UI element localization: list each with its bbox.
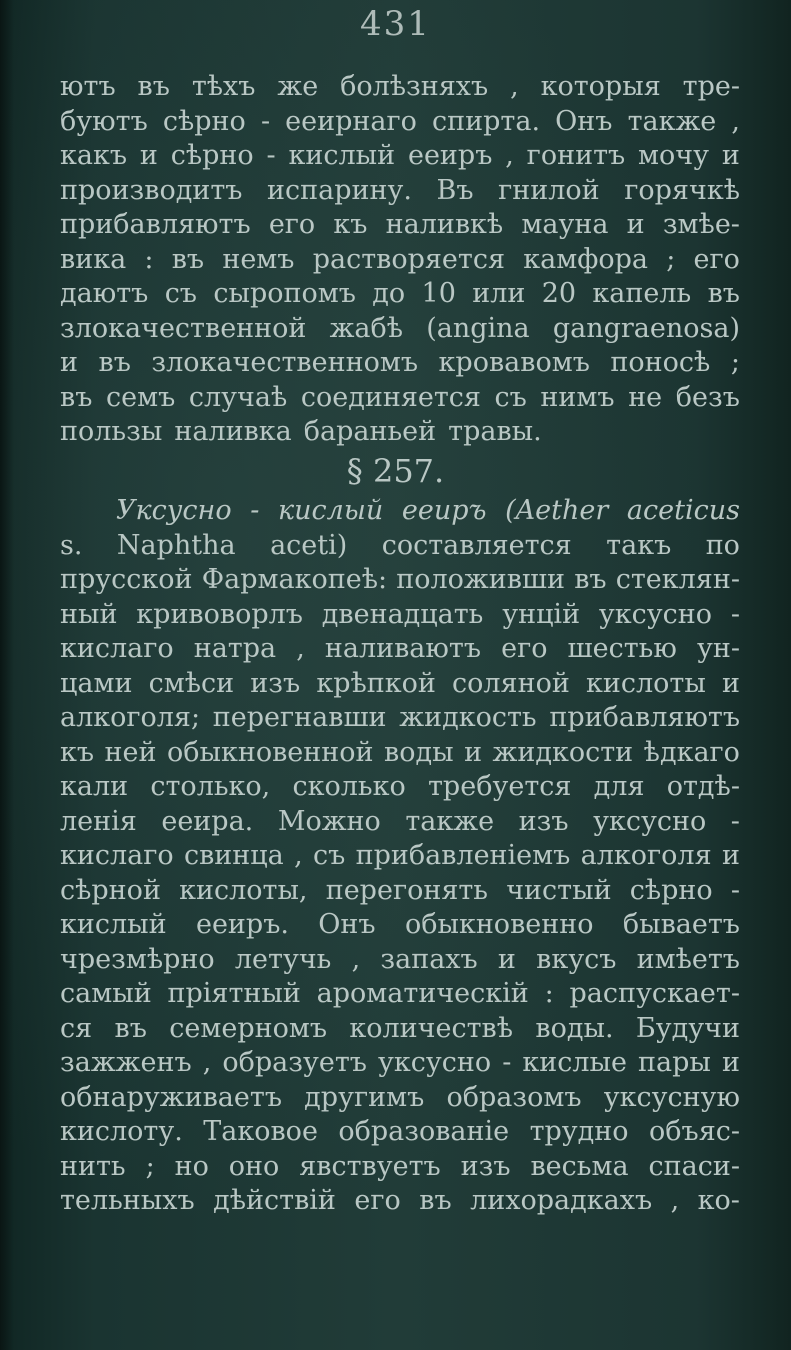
word: , bbox=[510, 71, 519, 102]
word: мауна bbox=[521, 209, 609, 240]
word: кислоты, bbox=[179, 874, 308, 906]
word: растворяется bbox=[312, 243, 505, 275]
word: соляной bbox=[452, 667, 570, 699]
word: также bbox=[405, 805, 495, 837]
text-line bbox=[60, 770, 740, 805]
word: въ bbox=[574, 564, 607, 595]
word: къ bbox=[60, 736, 95, 768]
word: ютъ bbox=[60, 71, 116, 102]
word: производитъ bbox=[60, 174, 243, 206]
word: по bbox=[705, 529, 740, 561]
word: прусской bbox=[60, 564, 193, 595]
text-line bbox=[60, 977, 740, 1012]
word: его bbox=[354, 1185, 401, 1216]
word: какъ bbox=[60, 140, 128, 171]
word: ѣдкаго bbox=[643, 736, 740, 768]
word: сѣрно bbox=[170, 140, 254, 171]
text-line bbox=[60, 908, 740, 943]
text-line bbox=[60, 70, 740, 105]
word: жабѣ bbox=[329, 312, 404, 344]
word: изъ bbox=[250, 667, 301, 699]
word: кислый bbox=[60, 909, 167, 940]
word: тре- bbox=[682, 71, 740, 102]
text-line bbox=[60, 563, 740, 598]
word: жидкости bbox=[492, 736, 634, 768]
word: соединяется bbox=[300, 381, 481, 413]
word: оно bbox=[228, 1150, 280, 1182]
word: чрезмѣрно bbox=[60, 943, 215, 975]
text-line bbox=[60, 312, 740, 347]
word: въ bbox=[114, 1012, 147, 1044]
word: , bbox=[731, 105, 740, 137]
word: злокачественной bbox=[60, 312, 307, 344]
word: бараньей bbox=[303, 416, 437, 447]
word: и bbox=[139, 140, 158, 171]
word: тѣхъ bbox=[191, 71, 256, 102]
word: гнилой bbox=[498, 174, 600, 206]
word: крѣпкой bbox=[316, 667, 436, 699]
word: въ bbox=[419, 1185, 452, 1216]
word: для bbox=[593, 771, 645, 802]
text-line bbox=[60, 174, 740, 209]
word: вика bbox=[60, 243, 127, 275]
word: кислый bbox=[278, 495, 384, 526]
word: случаѣ bbox=[188, 381, 288, 413]
word: имѣетъ bbox=[636, 943, 740, 975]
word: кривоворлъ bbox=[136, 598, 303, 630]
word: s. bbox=[60, 529, 83, 561]
word: : bbox=[544, 978, 554, 1009]
word: тельныхъ bbox=[60, 1185, 195, 1216]
word: семерномъ bbox=[169, 1012, 328, 1044]
word: съ bbox=[312, 840, 346, 871]
text-line bbox=[60, 1150, 740, 1185]
text-line bbox=[60, 381, 740, 416]
word: явствуетъ bbox=[299, 1150, 441, 1182]
word: въ bbox=[707, 278, 740, 309]
word: алкоголя; bbox=[60, 702, 201, 733]
word: ун- bbox=[696, 633, 740, 664]
word: Таковое bbox=[203, 1116, 318, 1147]
word: болѣзняхъ bbox=[340, 71, 489, 102]
section-heading: § 257. bbox=[346, 452, 445, 490]
word: и bbox=[721, 667, 740, 699]
word: кислаго bbox=[60, 633, 174, 664]
word: , bbox=[294, 840, 303, 871]
word: Naphtha bbox=[116, 529, 236, 561]
word: , bbox=[296, 633, 305, 664]
word: весьма bbox=[530, 1150, 629, 1182]
word: ко- bbox=[697, 1185, 740, 1216]
text-line bbox=[60, 943, 740, 978]
word: капель bbox=[592, 278, 692, 309]
word: такъ bbox=[606, 529, 672, 561]
word: съ bbox=[494, 381, 527, 413]
word: уксусно bbox=[598, 598, 713, 630]
text-line bbox=[60, 874, 740, 909]
word: жидкость bbox=[399, 702, 537, 733]
text-line bbox=[60, 701, 740, 736]
word: распускает- bbox=[569, 978, 740, 1009]
text-line bbox=[60, 839, 740, 874]
text-line bbox=[60, 1046, 740, 1081]
word: травы. bbox=[448, 416, 542, 447]
word: Будучи bbox=[635, 1012, 740, 1044]
word: змѣе- bbox=[662, 209, 740, 240]
word: : bbox=[144, 243, 154, 275]
word: гонитъ bbox=[526, 140, 626, 171]
word: самый bbox=[60, 978, 152, 1009]
word: его bbox=[268, 209, 316, 240]
word: наливка bbox=[174, 416, 292, 447]
word: уксусно bbox=[378, 1047, 492, 1078]
word: другимъ bbox=[304, 1081, 425, 1113]
word: но bbox=[174, 1150, 209, 1182]
word: пары bbox=[638, 1047, 711, 1078]
word: дѣйствій bbox=[213, 1185, 336, 1216]
word: безъ bbox=[675, 381, 740, 413]
text-line bbox=[60, 208, 740, 243]
text-line bbox=[60, 598, 740, 633]
word: унцій bbox=[502, 598, 581, 630]
word: Онъ bbox=[555, 105, 613, 137]
word: и bbox=[721, 1047, 740, 1078]
word: составляется bbox=[381, 529, 572, 561]
word: вкусъ bbox=[536, 943, 617, 975]
word: зажженъ bbox=[60, 1047, 192, 1078]
word: - bbox=[502, 1047, 512, 1078]
word: немъ bbox=[222, 243, 295, 275]
text-line bbox=[60, 494, 740, 529]
word: Въ bbox=[436, 174, 474, 206]
word: сыропомъ bbox=[213, 278, 356, 309]
word: наливаютъ bbox=[324, 633, 482, 664]
word: ; bbox=[145, 1150, 155, 1182]
word: кислоту. bbox=[60, 1116, 183, 1147]
word: , bbox=[202, 1047, 212, 1078]
paragraph-continuation bbox=[60, 70, 740, 450]
word: кровавомъ bbox=[438, 347, 590, 378]
word: запахъ bbox=[380, 943, 478, 975]
word: мочу bbox=[638, 140, 710, 171]
word: летучь bbox=[234, 943, 332, 975]
word: шестью bbox=[567, 633, 677, 664]
word: прибавляютъ bbox=[549, 702, 740, 733]
word: до bbox=[372, 278, 406, 309]
word: Уксусно bbox=[116, 495, 232, 526]
word: Можно bbox=[277, 805, 381, 837]
word: (Aether bbox=[505, 495, 609, 526]
word: къ bbox=[333, 209, 368, 240]
word: ееирнаго bbox=[285, 105, 417, 137]
word: столько, bbox=[150, 771, 271, 802]
word: бываетъ bbox=[622, 909, 740, 940]
word: и bbox=[464, 736, 483, 768]
text-line bbox=[60, 1184, 740, 1219]
word: которыя bbox=[540, 71, 661, 102]
word: сѣрной bbox=[60, 874, 161, 906]
word: - bbox=[730, 874, 740, 906]
page-number: 431 bbox=[360, 4, 431, 44]
word: ный bbox=[60, 598, 118, 630]
word: спаси- bbox=[648, 1150, 740, 1182]
word: натра bbox=[193, 633, 277, 664]
word: 20 bbox=[541, 278, 577, 309]
word: перегонять bbox=[325, 874, 489, 906]
word: смѣси bbox=[148, 667, 235, 699]
word: стеклян- bbox=[615, 564, 740, 595]
word: также bbox=[627, 105, 717, 137]
word: - bbox=[730, 598, 740, 630]
word: сколько bbox=[292, 771, 406, 802]
word: сѣрно bbox=[629, 874, 713, 906]
text-line bbox=[60, 1115, 740, 1150]
word: или bbox=[472, 278, 526, 309]
word: обыкновенной bbox=[166, 736, 374, 768]
word: объяс- bbox=[649, 1116, 740, 1147]
word: - bbox=[260, 105, 271, 137]
word: въ bbox=[137, 71, 170, 102]
text-line bbox=[60, 1081, 740, 1116]
word: aceti) bbox=[270, 529, 348, 561]
word: , bbox=[351, 943, 361, 975]
word: цами bbox=[60, 667, 133, 699]
word: въ bbox=[98, 347, 131, 378]
word: поносѣ bbox=[610, 347, 711, 378]
word: камфора bbox=[523, 243, 648, 275]
word: Фармакопеѣ: bbox=[201, 564, 388, 595]
word: , bbox=[505, 140, 514, 171]
word: и bbox=[497, 943, 516, 975]
word: и bbox=[721, 840, 740, 871]
word: кислаго bbox=[60, 840, 174, 871]
word: чистый bbox=[506, 874, 612, 906]
text-line bbox=[60, 1012, 740, 1047]
word: Онъ bbox=[318, 909, 376, 940]
word: - bbox=[266, 140, 276, 171]
word: двенадцать bbox=[321, 598, 484, 630]
word: обнаруживаетъ bbox=[60, 1081, 282, 1113]
paragraph-section-257 bbox=[60, 494, 740, 1219]
text-line bbox=[60, 736, 740, 771]
word: ееиръ bbox=[401, 495, 487, 526]
word: кислый bbox=[288, 140, 396, 171]
word: буютъ bbox=[60, 105, 148, 137]
word: ; bbox=[730, 347, 740, 378]
word: количествѣ bbox=[349, 1012, 514, 1044]
word: ней bbox=[104, 736, 157, 768]
word: кислоты bbox=[585, 667, 706, 699]
text-line bbox=[60, 243, 740, 278]
text-line bbox=[60, 529, 740, 564]
word: горячкѣ bbox=[624, 174, 740, 206]
word: требуется bbox=[428, 771, 572, 802]
word: и bbox=[60, 347, 78, 378]
word: его bbox=[501, 633, 548, 664]
text-line bbox=[60, 805, 740, 840]
word: его bbox=[693, 243, 740, 275]
text-line bbox=[60, 346, 740, 381]
word: ароматическій bbox=[316, 978, 529, 1009]
word: образомъ bbox=[446, 1081, 582, 1113]
word: испарину. bbox=[267, 174, 412, 206]
text-line bbox=[60, 139, 740, 174]
word: перегнавши bbox=[212, 702, 387, 733]
word: же bbox=[277, 71, 319, 102]
word: прибавленіемъ bbox=[355, 840, 571, 871]
word: уксусную bbox=[603, 1081, 740, 1113]
word: и bbox=[626, 209, 645, 240]
word: злокачественномъ bbox=[151, 347, 419, 378]
text-line bbox=[60, 632, 740, 667]
word: - bbox=[250, 495, 260, 526]
word: и bbox=[721, 140, 740, 171]
word: прибавляютъ bbox=[60, 209, 251, 240]
page-edge-shadow bbox=[0, 0, 14, 1350]
word: пользы bbox=[60, 416, 163, 447]
word: семъ bbox=[105, 381, 176, 413]
word: (angina bbox=[426, 312, 530, 344]
word: не bbox=[628, 381, 663, 413]
word: наливкѣ bbox=[385, 209, 504, 240]
word: воды bbox=[384, 736, 454, 768]
word: свинца bbox=[183, 840, 284, 871]
text-line bbox=[60, 667, 740, 702]
text-line bbox=[60, 415, 740, 450]
word: образованіе bbox=[338, 1116, 510, 1147]
word: изъ bbox=[460, 1150, 511, 1182]
word: ; bbox=[666, 243, 676, 275]
word: уксусно bbox=[593, 805, 707, 837]
word: aceticus bbox=[626, 495, 740, 526]
word: сѣрно bbox=[162, 105, 246, 137]
word: 10 bbox=[421, 278, 456, 309]
word: , bbox=[670, 1185, 680, 1216]
word: ееиръ bbox=[407, 140, 493, 171]
word: положивши bbox=[396, 564, 566, 595]
word: алкоголя bbox=[580, 840, 712, 871]
word: пріятный bbox=[167, 978, 301, 1009]
word: - bbox=[730, 805, 740, 837]
word: воды. bbox=[535, 1012, 614, 1044]
word: ееира. bbox=[161, 805, 254, 837]
word: нимъ bbox=[540, 381, 615, 413]
word: лихорадкахъ bbox=[470, 1185, 653, 1216]
word: обыкновенно bbox=[404, 909, 594, 940]
word: нить bbox=[60, 1150, 126, 1182]
text-line bbox=[60, 277, 740, 312]
word: образуетъ bbox=[222, 1047, 367, 1078]
word: ееиръ. bbox=[195, 909, 289, 940]
word: gangraenosa) bbox=[552, 312, 740, 344]
word: въ bbox=[60, 381, 93, 413]
text-line bbox=[60, 105, 740, 140]
word: спирта. bbox=[432, 105, 541, 137]
word: кислые bbox=[522, 1047, 627, 1078]
word: съ bbox=[164, 278, 197, 309]
word: отдѣ- bbox=[666, 771, 740, 802]
word: ся bbox=[60, 1012, 93, 1044]
word: кали bbox=[60, 771, 129, 802]
word: трудно bbox=[529, 1116, 629, 1147]
word: ленія bbox=[60, 805, 137, 837]
word: изъ bbox=[518, 805, 569, 837]
word: даютъ bbox=[60, 278, 149, 309]
word: въ bbox=[171, 243, 205, 275]
